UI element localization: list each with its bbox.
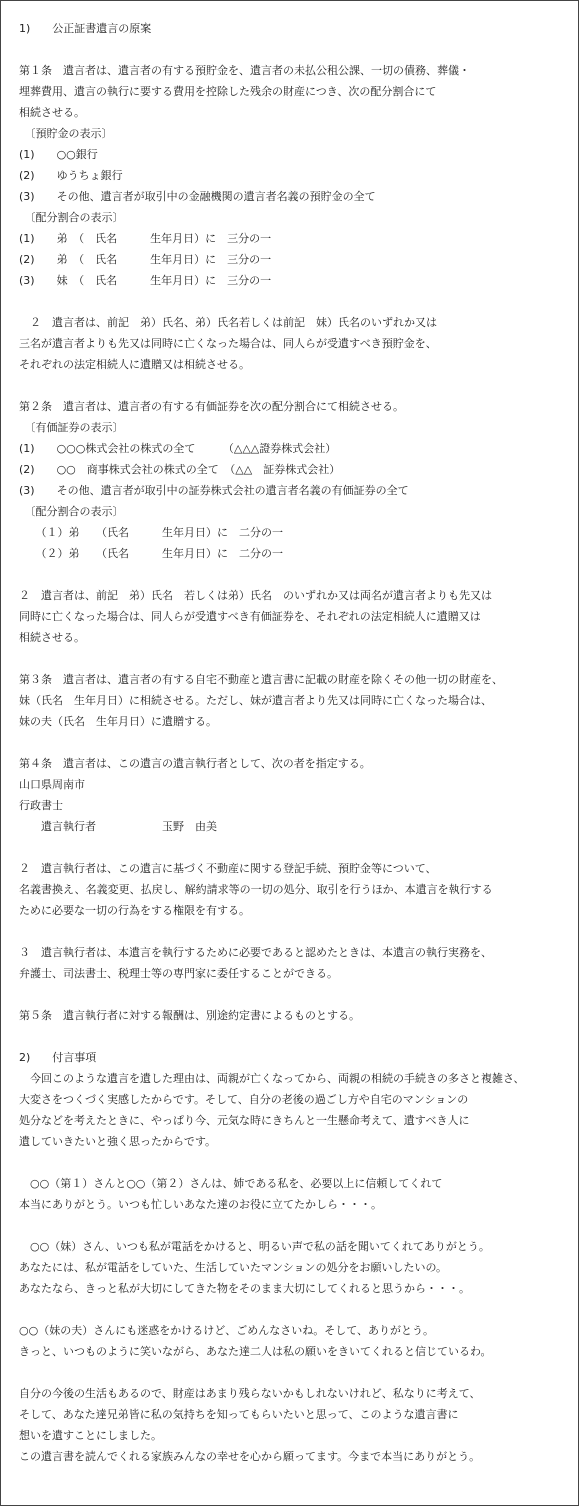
document-body xyxy=(19,18,575,1467)
blank-line xyxy=(19,837,575,858)
blank-line xyxy=(19,984,575,1005)
document-line: ○○（第１）さんと○○（第２）さんは、姉である私を、必要以上に信頼してくれて xyxy=(19,1177,443,1190)
document-line: (2) 弟 （ 氏名 生年月日）に 三分の一 xyxy=(19,253,272,266)
blank-line xyxy=(19,39,575,60)
document-line: ２ 遺言執行者は、この遺言に基づく不動産に関する登記手続、預貯金等について、 xyxy=(19,862,437,875)
document-line: 2) 付言事項 xyxy=(19,1051,97,1064)
document-line: きっと、いつものように笑いながら、あなた達二人は私の願いをきいてくれると信じているわ。 xyxy=(19,1345,492,1358)
document-line: 〔有価証券の表示〕 xyxy=(19,421,124,434)
document-line: 本当にありがとう。いつも忙しいあなた達のお役に立てたかしら・・・。 xyxy=(19,1198,382,1211)
document-line: 想いを遺すことにしました。 xyxy=(19,1429,162,1442)
blank-line xyxy=(19,1215,575,1236)
document-line: 山口県周南市 xyxy=(19,778,85,791)
document-line: (1) ○○○株式会社の株式の全て （△△△證券株式会社） xyxy=(19,442,337,455)
document-line: そして、あなた達兄弟皆に私の気持ちを知ってもらいたいと思って、このような遺言書に xyxy=(19,1408,459,1421)
blank-line xyxy=(19,564,575,585)
document-line: (1) 弟 （ 氏名 生年月日）に 三分の一 xyxy=(19,232,272,245)
document-line: ために必要な一切の行為をする権限を有する。 xyxy=(19,904,250,917)
document-line: ２ 遺言者は、前記 弟）氏名 若しくは弟）氏名 のいずれか又は両名が遺言者よりも先又は xyxy=(19,589,492,602)
document-line: (3) その他、遺言者が取引中の金融機関の遺言者名義の預貯金の全て xyxy=(19,190,376,203)
document-line: 第５条 遺言執行者に対する報酬は、別途約定書によるものとする。 xyxy=(19,1009,360,1022)
document-line: 第２条 遺言者は、遺言者の有する有価証券を次の配分割合にて相続させる。 xyxy=(19,400,404,413)
blank-line xyxy=(19,732,575,753)
document-line: 第３条 遺言者は、遺言者の有する自宅不動産と遺言書に記載の財産を除くその他一切の財産を、 xyxy=(19,673,503,686)
blank-line xyxy=(19,1362,575,1383)
blank-line xyxy=(19,1026,575,1047)
document-line: 1) 公正証書遺言の原案 xyxy=(19,22,152,35)
document-line: 妹（氏名 生年月日）に相続させる。ただし、妹が遺言者より先又は同時に亡くなった場合は、 xyxy=(19,694,492,707)
blank-line xyxy=(19,648,575,669)
document-line: 埋葬費用、遺言の執行に要する費用を控除した残余の財産につき、次の配分割合にて xyxy=(19,85,437,98)
document-line: それぞれの法定相続人に遺贈又は相続させる。 xyxy=(19,358,250,371)
document-line: あなたには、私が電話をしていた、生活していたマンションの処分をお願いしたいの。 xyxy=(19,1261,448,1274)
document-line: あなたなら、きっと私が大切にしてきた物をそのまま大切にしてくれると思うから・・・。 xyxy=(19,1282,470,1295)
document-line: 弁護士、司法書士、税理士等の専門家に委任することができる。 xyxy=(19,967,338,980)
document-line: 同時に亡くなった場合は、同人らが受遺すべき有価証券を、それぞれの法定相続人に遺贈又は xyxy=(19,610,481,623)
document-line: (2) ○○ 商事株式会社の株式の全て （△△ 証券株式会社） xyxy=(19,463,341,476)
document-line: 相続させる。 xyxy=(19,106,85,119)
blank-line xyxy=(19,375,575,396)
document-line: (1) ○○銀行 xyxy=(19,148,98,161)
document-line: 今回このような遺言を遺した理由は、両親が亡くなってから、両親の相続の手続きの多さと複雑さ、 xyxy=(19,1072,525,1085)
blank-line xyxy=(19,291,575,312)
document-line: ○○（妹）さん、いつも私が電話をかけると、明るい声で私の話を聞いてくれてありがとう。 xyxy=(19,1240,490,1253)
document-line: 第４条 遺言者は、この遺言の遺言執行者として、次の者を指定する。 xyxy=(19,757,371,770)
document-line: ○○（妹の夫）さんにも迷惑をかけるけど、ごめんなさいね。そして、ありがとう。 xyxy=(19,1324,434,1337)
document-line: 遺していきたいと強く思ったからです。 xyxy=(19,1135,217,1148)
document-line: 自分の今後の生活もあるので、財産はあまり残らないかもしれないけれど、私なりに考えて、 xyxy=(19,1387,481,1400)
document-line: 名義書換え、名義変更、払戻し、解約請求等の一切の処分、取引を行うほか、本遺言を執行する xyxy=(19,883,493,896)
document-line: ２ 遺言者は、前記 弟）氏名、弟）氏名若しくは前記 妹）氏名のいずれか又は xyxy=(19,316,437,329)
document-line: 〔配分割合の表示〕 xyxy=(19,211,124,224)
document-line: 相続させる。 xyxy=(19,631,85,644)
document-line: (3) その他、遺言者が取引中の証券株式会社の遺言者名義の有価証券の全て xyxy=(19,484,409,497)
document-line: 遺言執行者 玉野 由美 xyxy=(19,820,217,833)
blank-line xyxy=(19,921,575,942)
document-line: ３ 遺言執行者は、本遺言を執行するために必要であると認めたときは、本遺言の執行実務を、 xyxy=(19,946,492,959)
document-line: 第１条 遺言者は、遺言者の有する預貯金を、遺言者の未払公租公課、一切の債務、葬儀・ xyxy=(19,64,470,77)
document-line: 妹の夫（氏名 生年月日）に遺贈する。 xyxy=(19,715,217,728)
document-line: 大変さをつくづく実感したからです。そして、自分の老後の過ごし方や自宅のマンションの xyxy=(19,1093,469,1106)
document-line: 処分などを考えたときに、やっぱり今、元気な時にきちんと一生懸命考えて、遺すべき人に xyxy=(19,1114,470,1127)
document-line: 〔配分割合の表示〕 xyxy=(19,505,124,518)
document-line: 〔預貯金の表示〕 xyxy=(19,127,113,140)
document-line: （２）弟 （氏名 生年月日）に 二分の一 xyxy=(19,547,283,560)
document-line: （１）弟 （氏名 生年月日）に 二分の一 xyxy=(19,526,283,539)
document-line: 三名が遺言者よりも先又は同時に亡くなった場合は、同人らが受遺すべき預貯金を、 xyxy=(19,337,437,350)
document-line: 行政書士 xyxy=(19,799,63,812)
blank-line xyxy=(19,1152,575,1173)
document-line: (2) ゆうちょ銀行 xyxy=(19,169,123,182)
blank-line xyxy=(19,1299,575,1320)
document-line: この遺言書を読んでくれる家族みんなの幸せを心から願ってます。今まで本当にありがとう。 xyxy=(19,1450,481,1463)
document-line: (3) 妹 （ 氏名 生年月日）に 三分の一 xyxy=(19,274,272,287)
